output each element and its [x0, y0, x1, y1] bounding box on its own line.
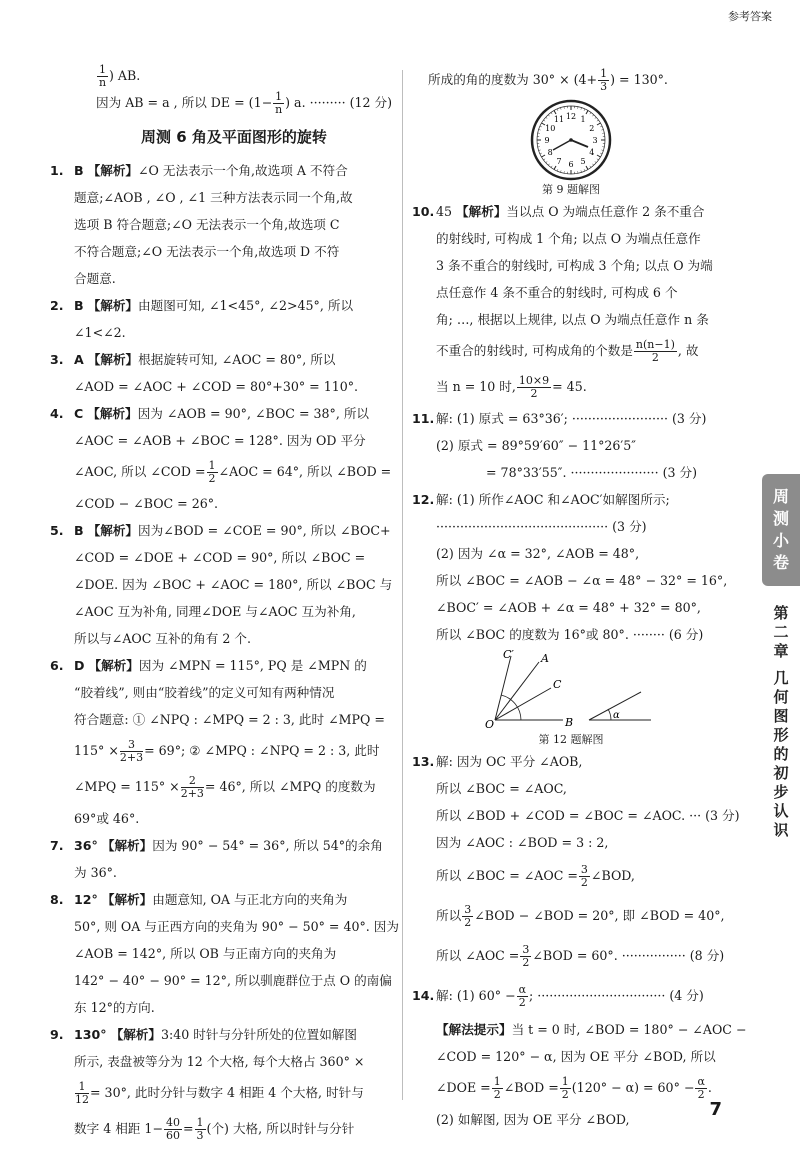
clock-tick	[542, 155, 545, 157]
fraction: $\frac{\alpha}{2}$	[697, 1075, 705, 1101]
clock-tick	[581, 170, 582, 172]
side-tab	[762, 474, 800, 586]
q8-line: 142° − 40° − 90° = 12°, 所以驯鹿群位于点 O 的南偏	[74, 973, 392, 988]
q4: 4. C 【解析】因为 ∠AOB = 90°, ∠BOC = 38°, 所以	[50, 406, 370, 421]
angle-figure	[481, 648, 661, 732]
q13-line: 所以 ∠AOC = $\frac{3}{2}$ ∠BOD = 60°. ················ (8 分)	[436, 943, 725, 969]
clock-tick	[557, 109, 558, 111]
clock-number: 7	[556, 156, 562, 166]
q6-line: ∠MPQ = 115° × $\frac{2}{2+3}$ = 46°, 所以 ∠MPQ 的度数为	[74, 774, 376, 800]
fraction: $\frac{3}{2+3}$	[119, 738, 144, 764]
q6-line: “胶着线”, 则由“胶着线”的定义可知有两种情况	[74, 685, 335, 700]
clock-center	[569, 138, 573, 142]
q1-line: 合题意.	[74, 271, 116, 286]
clock-tick	[584, 169, 585, 171]
clock-tick	[551, 112, 552, 114]
clock-tick	[548, 115, 549, 116]
fraction: $\frac{1}{n}$	[98, 63, 107, 89]
clock-tick	[590, 112, 591, 114]
q9-line: 所示, 表盘被等分为 12 个大格, 每个大格占 360° ×	[74, 1054, 365, 1069]
clock-number: 3	[592, 136, 598, 145]
q10-line: 的射线时, 可构成 1 个角; 以点 O 为端点任意作	[436, 231, 701, 246]
q7-line: 为 36°.	[74, 865, 117, 880]
chapter-char: 步	[773, 783, 789, 801]
label-c: C	[553, 678, 562, 691]
side-tab-char: 测	[772, 509, 789, 528]
q12: 12. 解: (1) 所作∠AOC 和∠AOC′如解图所示;	[412, 492, 670, 507]
ray-oc	[495, 688, 551, 720]
chapter-char: 的	[773, 745, 789, 763]
header-title: 参考答案	[728, 10, 772, 23]
clock-tick	[543, 159, 545, 160]
q10-line: 当 n = 10 时, $\frac{10\times 9}{2}$ = 45.	[436, 374, 587, 400]
fraction: $\frac{1}{12}$	[75, 1080, 89, 1106]
label-c-prime: C′	[503, 648, 514, 661]
chapter-char: 图	[773, 707, 789, 725]
q9-line: $\frac{1}{12}$ = 30°, 此时分针与数字 4 相距 4 个大格, 时针与	[75, 1080, 364, 1106]
chapter-char: 几	[773, 669, 789, 687]
q14-line: 【解法提示】当 t = 0 时, ∠BOD = 180° − ∠AOC −	[436, 1022, 747, 1037]
clock-tick	[601, 129, 603, 130]
q5: 5. B 【解析】因为∠BOD = ∠COE = 90°, 所以 ∠BOC+	[50, 523, 391, 538]
clock-tick	[543, 120, 545, 121]
fraction: $\frac{1}{2}$	[561, 1075, 569, 1101]
chapter-char: 何	[773, 688, 789, 706]
ray-oa	[495, 662, 539, 720]
q12-line: (2) 因为 ∠α = 32°, ∠AOB = 48°,	[436, 546, 640, 561]
clock-tick	[592, 164, 593, 165]
clock-tick	[586, 166, 588, 169]
q10-line: 不重合的射线时, 可构成角的个数是 $\frac{n(n-1)}{2}$ , 故	[436, 338, 699, 364]
q8-line: ∠AOB = 142°, 所以 OB 与正南方向的夹角为	[74, 946, 337, 961]
clock-tick	[600, 153, 602, 154]
fraction: $\frac{1}{3}$	[196, 1116, 204, 1142]
q11-line: (2) 原式 = 89°59′60″ − 11°26′5″	[436, 438, 637, 453]
q11-line: = 78°33′55″. ······················ (3 分)	[486, 465, 698, 480]
label-a: A	[541, 652, 549, 665]
q9: 9. 130° 【解析】3:40 时针与分针所处的位置如解图	[50, 1027, 357, 1042]
q12-line: 所以 ∠BOC = ∠AOB − ∠α = 48° − 32° = 16°,	[436, 573, 728, 588]
q13-line: 所以 $\frac{3}{2}$ ∠BOD − ∠BOD = 20°, 即 ∠BOD = 40°,	[436, 903, 725, 929]
clock-tick	[601, 150, 603, 151]
q1-line: 选项 B 符合题意;∠O 无法表示一个角,故选项 C	[74, 217, 340, 232]
clock-tick	[546, 161, 547, 162]
q13-line: 所以 ∠BOC = ∠AOC,	[436, 781, 567, 796]
chapter-char: 初	[773, 764, 789, 782]
q6-line: 符合题意: ① ∠NPQ : ∠MPQ = 2 : 3, 此时 ∠MPQ =	[74, 712, 385, 727]
column-divider	[402, 70, 403, 1100]
clock-figure	[516, 98, 626, 182]
right-column	[412, 62, 747, 1133]
section-title: 周测 6 角及平面图形的旋转	[141, 128, 327, 146]
clock-tick	[600, 126, 602, 127]
fraction: $\frac{3}{2}$	[464, 903, 472, 929]
alpha-arc	[608, 709, 611, 720]
q4-line: ∠AOC, 所以 ∠COD = $\frac{1}{2}$ ∠AOC = 64°, 所以 ∠BOD =	[74, 459, 392, 485]
clock-number: 1	[580, 115, 586, 125]
label-b: B	[565, 716, 574, 729]
label-alpha: α	[613, 710, 620, 721]
chapter-char: 二	[773, 623, 789, 641]
fraction: $\frac{2}{2+3}$	[180, 774, 204, 800]
q1-line: 题意;∠AOB , ∠O , ∠1 三种方法表示同一个角,故	[74, 190, 353, 205]
side-tab-char: 卷	[772, 553, 789, 572]
angle-figure-caption: 第 12 题解图	[538, 733, 604, 746]
clock-hour-hand	[571, 140, 588, 147]
fraction: $\frac{n(n-1)}{2}$	[635, 338, 675, 364]
q10-line: 角; …, 根据以上规律, 以点 O 为端点任意作 n 条	[436, 312, 709, 327]
fraction: $\frac{1}{2}$	[493, 1075, 501, 1101]
clock-number: 4	[589, 148, 595, 157]
q6-line: 69°或 46°.	[74, 811, 140, 826]
q10-line: 3 条不重合的射线时, 可构成 3 个角; 以点 O 为端	[436, 258, 713, 273]
q13: 13. 解: 因为 OC 平分 ∠AOB,	[412, 754, 583, 769]
q14-line: ∠COD = 120° − α, 因为 OE 平分 ∠BOD, 所以	[436, 1049, 716, 1064]
q14-line: ∠DOE = $\frac{1}{2}$ ∠BOD = $\frac{1}{2}$ (120° − α) = 60° − $\frac{\alpha}{2}$ .	[436, 1075, 712, 1101]
clock-tick	[546, 117, 547, 118]
q8-line: 东 12°的方向.	[74, 1000, 155, 1015]
q1-line: 不符合题意;∠O 无法表示一个角,故选项 D 不符	[74, 244, 340, 259]
q13-line: 因为 ∠AOC : ∠BOD = 3 : 2,	[436, 835, 609, 850]
q14: 14. 解: (1) 60° − $\frac{\alpha}{2}$ ; ································ (4 分)	[412, 983, 704, 1009]
clock-tick	[540, 153, 542, 154]
q2: 2. B 【解析】由题图可知, ∠1<45°, ∠2>45°, 所以	[50, 298, 354, 313]
q1: 1. B 【解析】∠O 无法表示一个角,故选项 A 不符合	[50, 163, 348, 178]
clock-tick	[539, 150, 541, 151]
q10: 10. 45 【解析】当以点 O 为端点任意作 2 条不重合	[412, 204, 705, 219]
clock-tick	[597, 123, 600, 125]
intro-line-1: $\frac{1}{n}$ ) AB.	[98, 63, 141, 89]
q9-continuation: 所成的角的度数为 30° × (4+ $\frac{1}{3}$ ) = 130°.	[428, 67, 668, 93]
clock-tick	[597, 120, 599, 121]
side-tab-char: 小	[772, 531, 789, 550]
clock-minute-hand	[553, 140, 571, 150]
clock-tick	[540, 126, 542, 127]
fraction: $\frac{3}{2}$	[522, 943, 530, 969]
q4-line: ∠AOC = ∠AOB + ∠BOC = 128°. 因为 OD 平分	[74, 433, 366, 448]
clock-number: 11	[553, 115, 565, 125]
clock-number: 5	[580, 156, 586, 166]
chapter-char: 形	[773, 726, 789, 744]
clock-tick	[595, 161, 596, 162]
fraction: $\frac{40}{60}$	[165, 1116, 180, 1142]
clock-tick	[584, 109, 585, 111]
clock-tick	[590, 166, 591, 168]
clock-number: 6	[568, 160, 574, 169]
intro-line-2: 因为 AB = a , 所以 DE = (1− $\frac{1}{n}$ ) a. ········· (12 分)	[96, 90, 393, 116]
chapter-char: 认	[773, 802, 789, 820]
q3-line: ∠AOD = ∠AOC + ∠COD = 80°+30° = 110°.	[74, 379, 359, 394]
clock-caption: 第 9 题解图	[542, 183, 600, 196]
clock-tick	[554, 111, 556, 114]
clock-tick	[554, 166, 556, 169]
label-o: O	[485, 718, 495, 731]
ray-oc-prime	[495, 656, 511, 720]
clock-tick	[551, 166, 552, 168]
q5-line: ∠COD = ∠DOE + ∠COD = 90°, 所以 ∠BOC =	[74, 550, 366, 565]
clock-tick	[592, 115, 593, 116]
q9-line: 数字 4 相距 1− $\frac{40}{60}$ = $\frac{1}{3}$ (个) 大格, 所以时针与分针	[74, 1116, 355, 1142]
q14-line: (2) 如解图, 因为 OE 平分 ∠BOD,	[436, 1112, 630, 1127]
chapter-char: 识	[773, 821, 789, 839]
fraction: $\frac{3}{2}$	[580, 863, 588, 889]
clock-tick	[581, 108, 582, 110]
clock-number: 10	[545, 124, 556, 133]
fraction: $\frac{\alpha}{2}$	[518, 983, 526, 1009]
q2-line: ∠1<∠2.	[74, 325, 126, 340]
q11: 11. 解: (1) 原式 = 63°36′; ························ (3 分)	[412, 411, 707, 426]
clock-number: 8	[547, 148, 553, 157]
q8: 8. 12° 【解析】由题意知, OA 与正北方向的夹角为	[50, 892, 348, 907]
q12-line: ··········································· (3 分)	[436, 519, 647, 534]
fraction: $\frac{1}{3}$	[600, 67, 608, 93]
q5-line: ∠DOE. 因为 ∠BOC + ∠AOC = 180°, 所以 ∠BOC 与	[74, 577, 393, 592]
q3: 3. A 【解析】根据旋转可知, ∠AOC = 80°, 所以	[50, 352, 336, 367]
q13-line: 所以 ∠BOD + ∠COD = ∠BOC = ∠AOC. ··· (3 分)	[436, 808, 740, 823]
q12-line: ∠BOC′ = ∠AOB + ∠α = 48° + 32° = 80°,	[436, 600, 701, 615]
q12-line: 所以 ∠BOC 的度数为 16°或 80°. ········ (6 分)	[436, 627, 704, 642]
page-number: 7	[709, 1099, 722, 1120]
chapter-char: 第	[773, 604, 789, 622]
clock-tick	[560, 170, 561, 172]
fraction: $\frac{1}{n}$	[275, 90, 283, 116]
clock-number: 2	[589, 124, 595, 133]
clock-tick	[595, 117, 596, 118]
q7: 7. 36° 【解析】因为 90° − 54° = 36°, 所以 54°的余角	[50, 838, 383, 853]
clock-number: 9	[544, 136, 550, 145]
clock-tick	[586, 111, 588, 114]
clock-tick	[557, 169, 558, 171]
chapter-char: 章	[773, 642, 789, 660]
clock-tick	[560, 108, 561, 110]
q6-line: 115° × $\frac{3}{2+3}$ = 69°; ② ∠MPQ : ∠NPQ = 2 : 3, 此时	[74, 738, 380, 764]
fraction: $\frac{1}{2}$	[208, 459, 216, 485]
q5-line: 所以与∠AOC 互补的角有 2 个.	[74, 631, 251, 646]
clock-tick	[597, 155, 600, 157]
q5-line: ∠AOC 互为补角, 同理∠DOE 与∠AOC 互为补角,	[74, 604, 356, 619]
q4-line: ∠COD − ∠BOC = 26°.	[74, 496, 219, 511]
q6: 6. D 【解析】因为 ∠MPN = 115°, PQ 是 ∠MPN 的	[50, 658, 367, 673]
left-column	[50, 62, 399, 1147]
clock-tick	[597, 159, 599, 160]
q10-line: 点任意作 4 条不重合的射线时, 可构成 6 个	[436, 285, 678, 300]
side-tab-char: 周	[772, 487, 789, 506]
q8-line: 50°, 则 OA 与正西方向的夹角为 90° − 50° = 40°. 因为	[74, 919, 399, 934]
fraction: $\frac{10\times 9}{2}$	[518, 374, 550, 400]
q13-line: 所以 ∠BOC = ∠AOC = $\frac{3}{2}$ ∠BOD,	[436, 863, 635, 889]
chapter-label	[768, 604, 794, 840]
clock-tick	[539, 129, 541, 130]
clock-tick	[548, 164, 549, 165]
clock-number: 12	[565, 112, 577, 121]
